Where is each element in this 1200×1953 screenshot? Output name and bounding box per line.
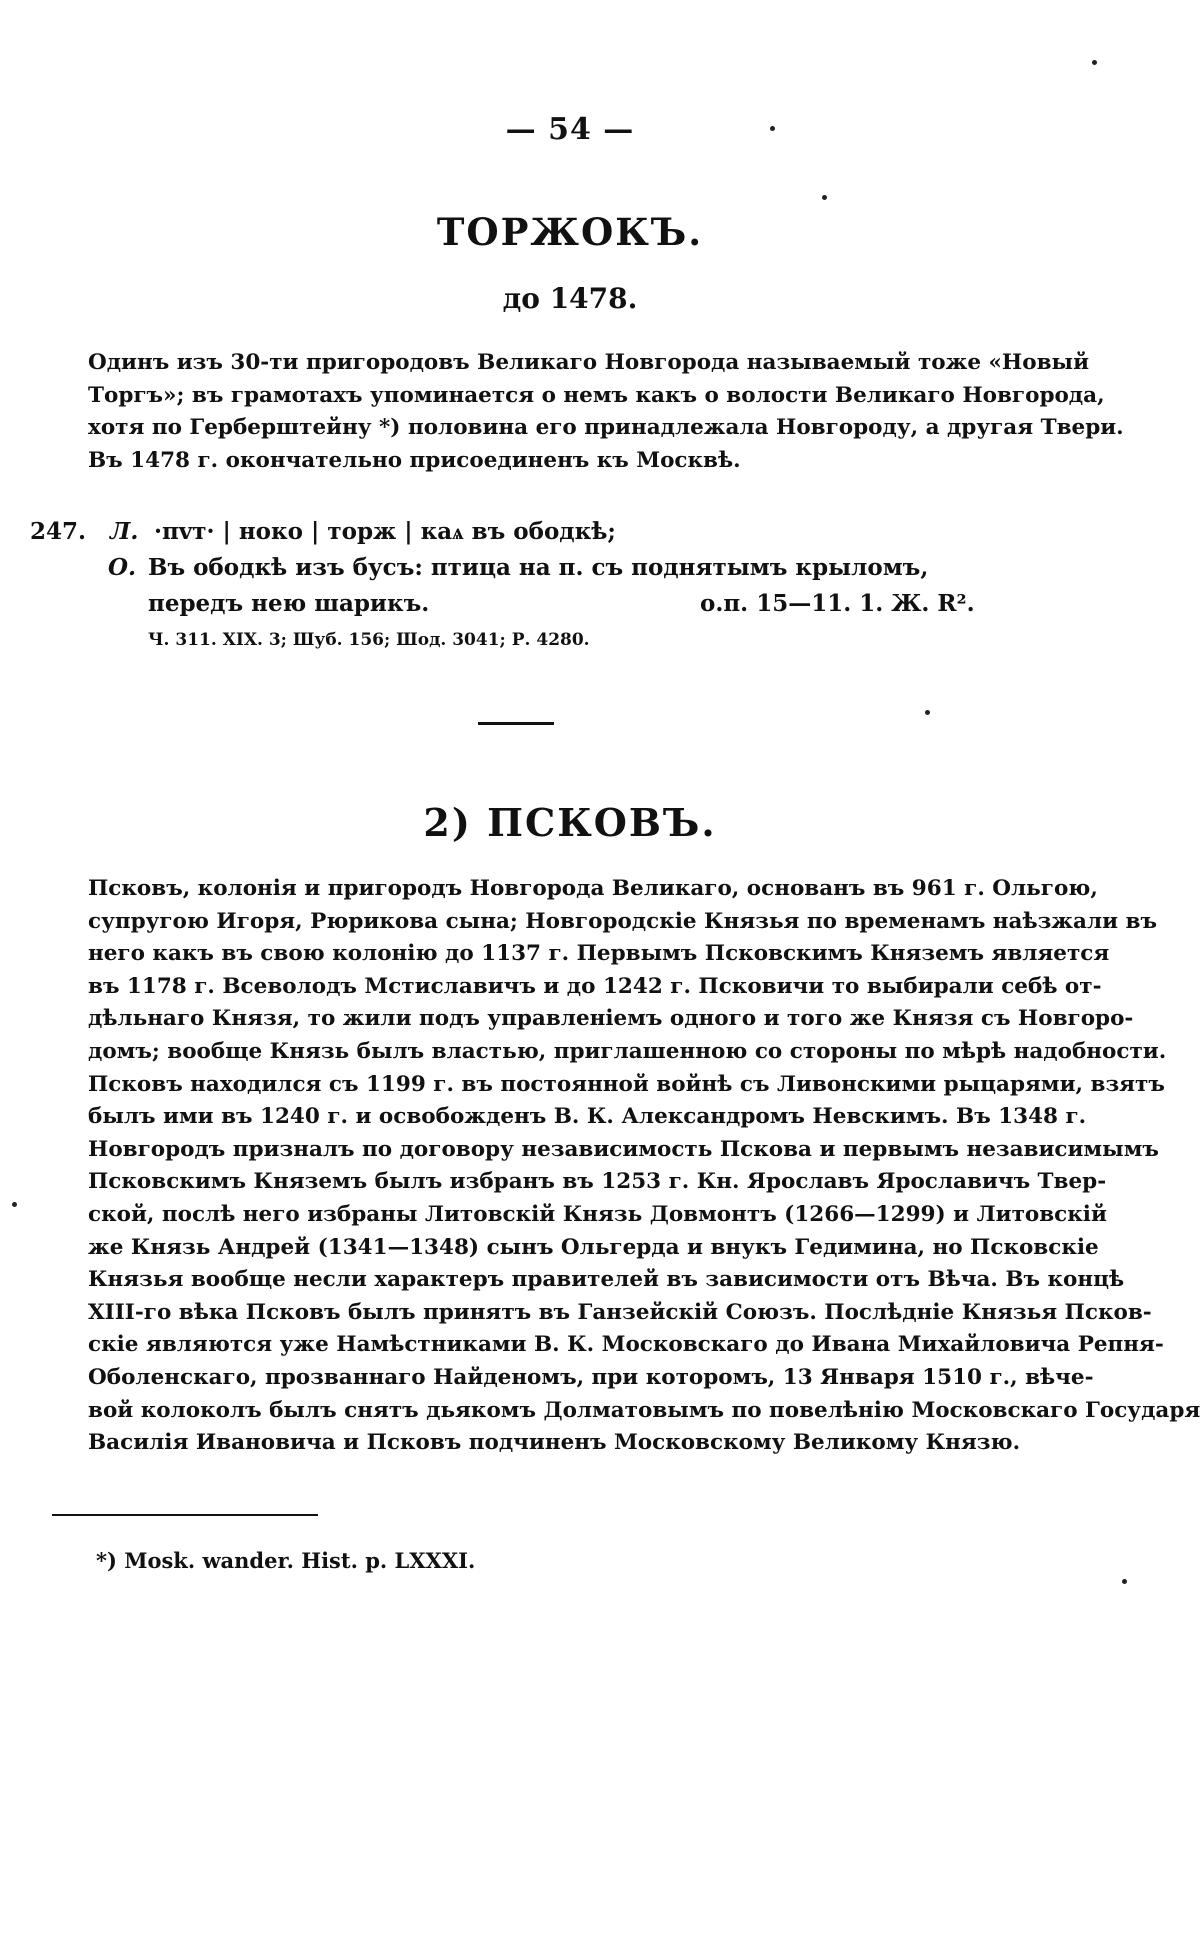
paragraph-line: Одинъ изъ 30-ти пригородовъ Великаго Новгорода называемый тоже «Новый: [88, 350, 1090, 375]
paragraph-line: въ 1178 г. Всеволодъ Мстиславичъ и до 1242 г. Псковичи то выбирали себѣ от-: [88, 973, 1102, 999]
print-speck: [822, 195, 827, 200]
coin-references: Ч. 311. XIX. 3; Шуб. 156; Шод. 3041; Р. 4280.: [148, 630, 590, 650]
print-speck: [12, 1202, 17, 1207]
paragraph-line: вой колоколъ былъ снятъ дьякомъ Долматовымъ по повелѣнію Московскаго Государя: [88, 1397, 1200, 1423]
coin-entry-row-d: [30, 622, 1030, 658]
pskov-paragraph: [88, 873, 1200, 1460]
paragraph-line: былъ ими въ 1240 г. и освобожденъ В. К. Александромъ Невскимъ. Въ 1348 г.: [88, 1104, 1087, 1130]
coin-entry-row-a: [30, 514, 1030, 550]
paragraph-line: него какъ въ свою колонію до 1137 г. Первымъ Псковскимъ Княземъ является: [88, 941, 1110, 967]
side-b-label: О.: [108, 554, 137, 581]
paragraph-line: Новгородъ призналъ по договору независимость Пскова и первымъ независимымъ: [88, 1136, 1159, 1162]
coin-metrics: о.п. 15—11. 1. Ж. R².: [700, 590, 975, 617]
entry-number: 247.: [30, 518, 87, 545]
torzhok-paragraph: [88, 347, 1124, 477]
section-subtitle-date: до 1478.: [502, 282, 638, 315]
paragraph-line: же Князь Андрей (1341—1348) сынъ Ольгерда и внукъ Гедимина, но Псковскіе: [88, 1234, 1099, 1260]
paragraph-line: Псковъ, колонія и пригородъ Новгорода Великаго, основанъ въ 961 г. Ольгою,: [88, 876, 1098, 901]
paragraph-line: дѣльнаго Князя, то жили подъ управленіемъ одного и того же Князя съ Новгоро-: [88, 1006, 1134, 1032]
paragraph-line: Въ 1478 г. окончательно присоединенъ къ Москвѣ.: [88, 447, 741, 473]
section-title-pskov: 2) ПСКОВЪ.: [423, 800, 717, 845]
paragraph-line: Князья вообще несли характеръ правителей въ зависимости отъ Вѣча. Въ концѣ: [88, 1267, 1125, 1293]
paragraph-line: ской, послѣ него избраны Литовскій Князь Довмонтъ (1266—1299) и Литовскій: [88, 1201, 1107, 1227]
print-speck: [925, 710, 930, 715]
print-speck: [1092, 60, 1097, 65]
side-a-text: ·пvт· | ноко | торж | каѧ въ ободкѣ;: [154, 518, 616, 545]
paragraph-line: XIII-го вѣка Псковъ былъ принятъ въ Ганзейскій Союзъ. Послѣдніе Князья Псков-: [88, 1299, 1152, 1325]
side-b-text-cont: передъ нею шарикъ.: [148, 590, 430, 617]
coin-entry-row-b: [30, 550, 1030, 586]
paragraph-line: Василія Ивановича и Псковъ подчиненъ Московскому Великому Князю.: [88, 1430, 1021, 1456]
coin-entry: [30, 514, 1030, 658]
paragraph-line: хотя по Герберштейну *) половина его принадлежала Новгороду, а другая Твери.: [88, 415, 1124, 441]
paragraph-line: Псковъ находился съ 1199 г. въ постоянной войнѣ съ Ливонскими рыцарями, взятъ: [88, 1071, 1165, 1097]
section-title-torzhok: ТОРЖОКЪ.: [436, 210, 704, 254]
paragraph-line: Псковскимъ Княземъ былъ избранъ въ 1253 г. Кн. Ярославъ Ярославичъ Твер-: [88, 1169, 1107, 1195]
side-b-text: Въ ободкѣ изъ бусъ: птица на п. съ поднятымъ крыломъ,: [148, 554, 929, 581]
paragraph-line: Оболенскаго, прозваннаго Найденомъ, при которомъ, 13 Января 1510 г., вѣче-: [88, 1364, 1094, 1390]
paragraph-line: Торгъ»; въ грамотахъ упоминается о немъ какъ о волости Великаго Новгорода,: [88, 382, 1105, 408]
print-speck: [1122, 1579, 1127, 1584]
page-number: — 54 —: [505, 112, 635, 147]
footnote: *) Mosk. wander. Hist. p. LXXXI.: [96, 1548, 476, 1573]
coin-entry-row-c: [30, 586, 1030, 622]
paragraph-line: домъ; вообще Князь былъ властью, приглашенною со стороны по мѣрѣ надобности.: [88, 1038, 1167, 1064]
print-speck: [770, 126, 775, 131]
footnote-rule: [52, 1514, 318, 1516]
section-divider: [478, 722, 554, 725]
side-a-label: Л.: [110, 518, 139, 545]
paragraph-line: супругою Игоря, Рюрикова сына; Новгородскіе Князья по временамъ наѣзжали въ: [88, 908, 1157, 934]
paragraph-line: скіе являются уже Намѣстниками В. К. Московскаго до Ивана Михайловича Репня-: [88, 1332, 1164, 1358]
